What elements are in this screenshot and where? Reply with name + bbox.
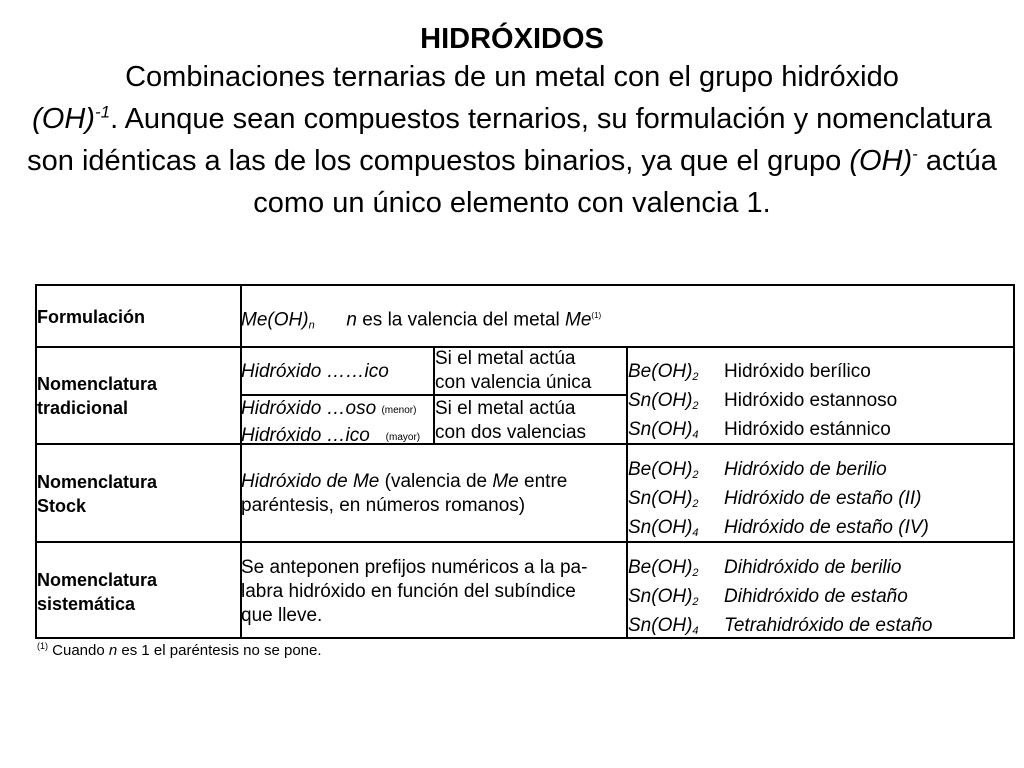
footnote-n: n — [108, 642, 118, 659]
example-row — [628, 389, 897, 418]
example-name: Hidróxido de berilio — [724, 459, 887, 480]
n-variable: n — [346, 309, 357, 331]
intro-oh1: (OH) — [32, 103, 95, 135]
me-variable: Me — [565, 309, 592, 331]
intro-part2: . Aunque sean compuestos ternarios, su formulación y nomenclatura son idénticas a las de los compuestos binarios, ya que el grupo — [27, 103, 992, 177]
header-stock-line2: Stock — [37, 496, 87, 516]
example-formula: $Be(OH)_2$ — [628, 361, 699, 383]
example-name: Hidróxido estannoso — [724, 390, 898, 411]
rule2a-tag: (menor) — [381, 405, 417, 416]
sistematica-examples — [628, 556, 932, 643]
stock-rule-text2: entre — [518, 471, 568, 492]
page-title: HIDRÓXIDOS — [420, 23, 604, 55]
formulacion-text: es la valencia del metal — [356, 309, 566, 331]
footnote — [37, 641, 322, 659]
stock-rule — [241, 470, 567, 518]
formula-sub: n — [308, 319, 315, 332]
stock-examples — [628, 458, 929, 545]
formula-base: Me(OH) — [241, 309, 309, 331]
tradicional-examples — [628, 360, 897, 447]
example-row — [628, 487, 929, 516]
tradicional-cond2 — [435, 397, 586, 445]
tradicional-rule2 — [241, 397, 420, 451]
cond2-line2: con dos valencias — [435, 422, 587, 443]
sistematica-line3: que lleve. — [241, 605, 323, 626]
footnote-text1: Cuando — [48, 642, 109, 659]
sistematica-line2: labra hidróxido en función del subíndice — [241, 581, 576, 602]
intro-part3: actúa como un único elemento con valencia 1. — [253, 145, 997, 219]
intro-oh2: (OH) — [849, 145, 913, 177]
intro-oh2-sup: - — [912, 144, 918, 164]
example-row — [628, 418, 897, 447]
example-row — [628, 585, 932, 614]
rule2b: Hidróxido …ico — [241, 425, 370, 446]
hydroxide-table — [35, 284, 1015, 639]
rule2b-tag: (mayor) — [385, 432, 421, 443]
example-row — [628, 458, 929, 487]
header-tradicional-line2: tradicional — [37, 398, 129, 418]
sistematica-line1: Se anteponen prefijos numéricos a la pa- — [241, 557, 588, 578]
example-formula: $Sn(OH)_4$ — [628, 419, 699, 441]
note-mark: (1) — [591, 311, 602, 320]
example-name: Hidróxido estánnico — [724, 419, 891, 440]
cond2-line1: Si el metal actúa — [435, 398, 576, 419]
example-formula: $Sn(OH)_4$ — [628, 517, 699, 539]
stock-rule-line2: paréntesis, en números romanos) — [241, 495, 526, 516]
title-block — [20, 22, 1004, 224]
header-formulacion: Formulación — [37, 307, 146, 327]
header-sistematica-line2: sistemática — [37, 594, 136, 614]
tradicional-cond1 — [435, 347, 591, 395]
example-name: Dihidróxido de estaño — [724, 586, 908, 607]
stock-rule-italic: Hidróxido de Me — [241, 471, 380, 492]
header-tradicional-line1: Nomenclatura — [37, 374, 158, 394]
header-stock — [37, 470, 157, 518]
example-name: Dihidróxido de berilio — [724, 557, 902, 578]
footnote-text2: es 1 el paréntesis no se pone. — [117, 642, 322, 659]
stock-rule-me: Me — [492, 471, 519, 492]
example-formula: $Be(OH)_2$ — [628, 557, 699, 579]
sistematica-rule — [241, 556, 587, 628]
example-row — [628, 614, 932, 643]
header-tradicional — [37, 372, 157, 420]
example-name: Hidróxido berílico — [724, 361, 871, 382]
example-name: Hidróxido de estaño (II) — [724, 488, 922, 509]
example-row — [628, 360, 897, 389]
example-formula: $Sn(OH)_2$ — [628, 586, 699, 608]
stock-rule-text1: (valencia de — [379, 471, 493, 492]
rule2a: Hidróxido …oso — [241, 398, 377, 419]
example-row — [628, 556, 932, 585]
example-formula: $Sn(OH)_2$ — [628, 488, 699, 510]
header-stock-line1: Nomenclatura — [37, 472, 158, 492]
header-sistematica-line1: Nomenclatura — [37, 570, 158, 590]
example-formula: $Sn(OH)_2$ — [628, 390, 699, 412]
example-formula: $Sn(OH)_4$ — [628, 615, 699, 637]
footnote-mark: (1) — [37, 641, 48, 651]
tradicional-rule1: Hidróxido ……ico — [241, 361, 389, 382]
intro-oh1-sup: -1 — [94, 102, 111, 122]
cond1-line1: Si el metal actúa — [435, 348, 576, 369]
example-name: Hidróxido de estaño (IV) — [724, 517, 929, 538]
intro-part1: Combinaciones ternarias de un metal con el grupo hidróxido — [125, 61, 899, 93]
formulacion-content — [241, 304, 601, 337]
example-formula: $Be(OH)_2$ — [628, 459, 699, 481]
header-sistematica — [37, 568, 157, 616]
intro-paragraph — [20, 56, 1004, 224]
example-name: Tetrahidróxido de estaño — [724, 615, 933, 636]
cond1-line2: con valencia única — [435, 372, 592, 393]
example-row — [628, 516, 929, 545]
